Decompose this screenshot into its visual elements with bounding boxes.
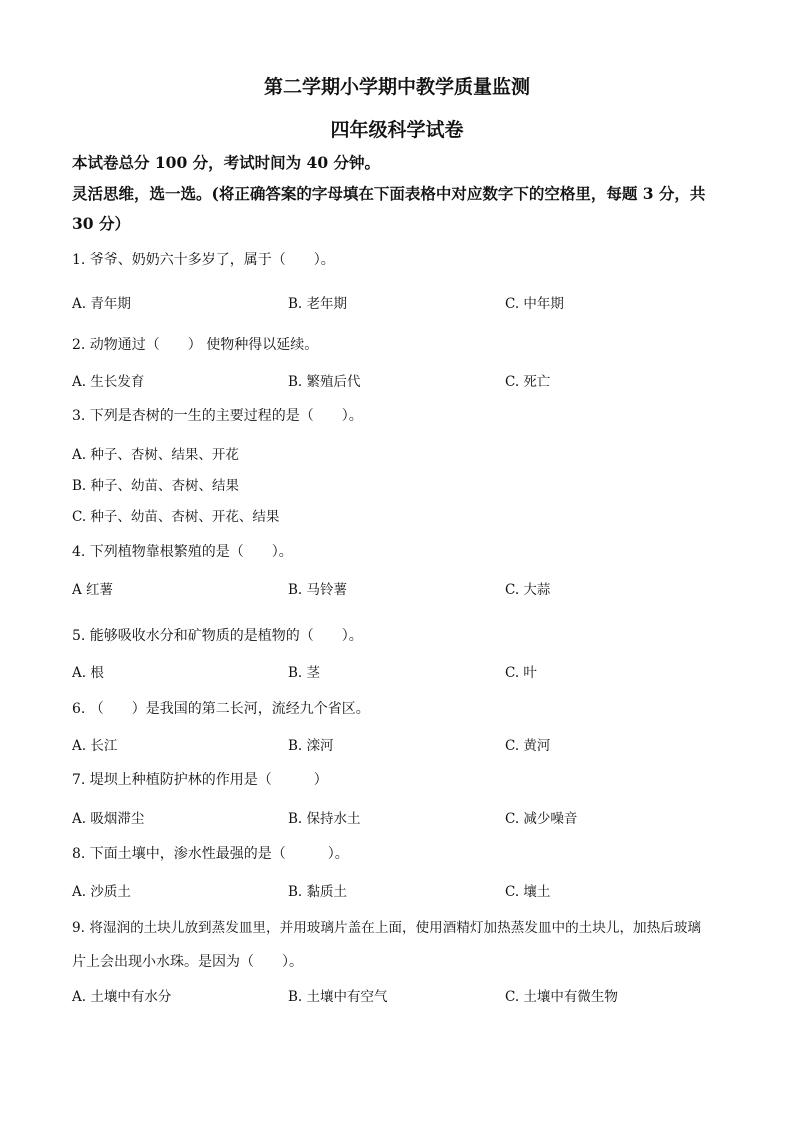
question-2: 2. 动物通过（ ） 使物种得以延续。: [72, 337, 319, 353]
q4-option-c: C. 大蒜: [505, 582, 551, 598]
q5-option-c: C. 叶: [505, 665, 537, 681]
q7-option-c: C. 减少噪音: [505, 811, 578, 827]
q9-option-b: B. 土壤中有空气: [288, 989, 388, 1005]
q3-option-b: B. 种子、幼苗、杏树、结果: [72, 478, 240, 494]
q4-option-a: A 红薯: [72, 582, 114, 598]
q3-option-c: C. 种子、幼苗、杏树、开花、结果: [72, 509, 280, 525]
q7-option-a: A. 吸烟滞尘: [72, 811, 145, 827]
q9-option-a: A. 土壤中有水分: [72, 989, 172, 1005]
section-instruction-line2: 30 分）: [72, 214, 130, 233]
q1-option-a: A. 青年期: [72, 296, 131, 312]
q7-option-b: B. 保持水土: [288, 811, 361, 827]
q5-option-b: B. 茎: [288, 665, 321, 681]
q2-option-c: C. 死亡: [505, 374, 551, 390]
question-7: 7. 堤坝上种植防护林的作用是（ ）: [72, 772, 328, 788]
question-3: 3. 下列是杏树的一生的主要过程的是（ ）。: [72, 408, 363, 424]
q8-option-a: A. 沙质土: [72, 884, 131, 900]
q9-option-c: C. 土壤中有微生物: [505, 989, 618, 1005]
q3-option-a: A. 种子、杏树、结果、开花: [72, 447, 239, 463]
question-9-continued: 片上会出现小水珠。是因为（ ）。: [72, 954, 303, 970]
question-9: 9. 将湿润的土块儿放到蒸发皿里，并用玻璃片盖在上面，使用酒精灯加热蒸发皿中的土块儿，加热后玻璃: [72, 920, 702, 936]
question-4: 4. 下列植物靠根繁殖的是（ ）。: [72, 544, 293, 560]
q8-option-b: B. 黏质土: [288, 884, 348, 900]
exam-info: 本试卷总分 100 分，考试时间为 40 分钟。: [72, 153, 381, 172]
q8-option-c: C. 壤土: [505, 884, 551, 900]
question-5: 5. 能够吸收水分和矿物质的是植物的（ ）。: [72, 628, 363, 644]
page-subtitle: 四年级科学试卷: [330, 119, 464, 141]
question-8: 8. 下面土壤中，渗水性最强的是（ ）。: [72, 846, 349, 862]
q2-option-b: B. 繁殖后代: [288, 374, 361, 390]
q1-option-b: B. 老年期: [288, 296, 348, 312]
q2-option-a: A. 生长发育: [72, 374, 145, 390]
q6-option-b: B. 滦河: [288, 738, 334, 754]
question-6: 6. （ ）是我国的第二长河，流经九个省区。: [72, 701, 370, 717]
q6-option-c: C. 黄河: [505, 738, 551, 754]
q1-option-c: C. 中年期: [505, 296, 564, 312]
page-title: 第二学期小学期中教学质量监测: [263, 76, 530, 98]
question-1: 1. 爷爷、奶奶六十多岁了，属于（ ）。: [72, 252, 335, 268]
section-instruction-line1: 灵活思维，选一选。(将正确答案的字母填在下面表格中对应数字下的空格里，每题 3 分，共: [72, 184, 706, 203]
q5-option-a: A. 根: [72, 665, 104, 681]
q6-option-a: A. 长江: [72, 738, 118, 754]
q4-option-b: B. 马铃薯: [288, 582, 348, 598]
